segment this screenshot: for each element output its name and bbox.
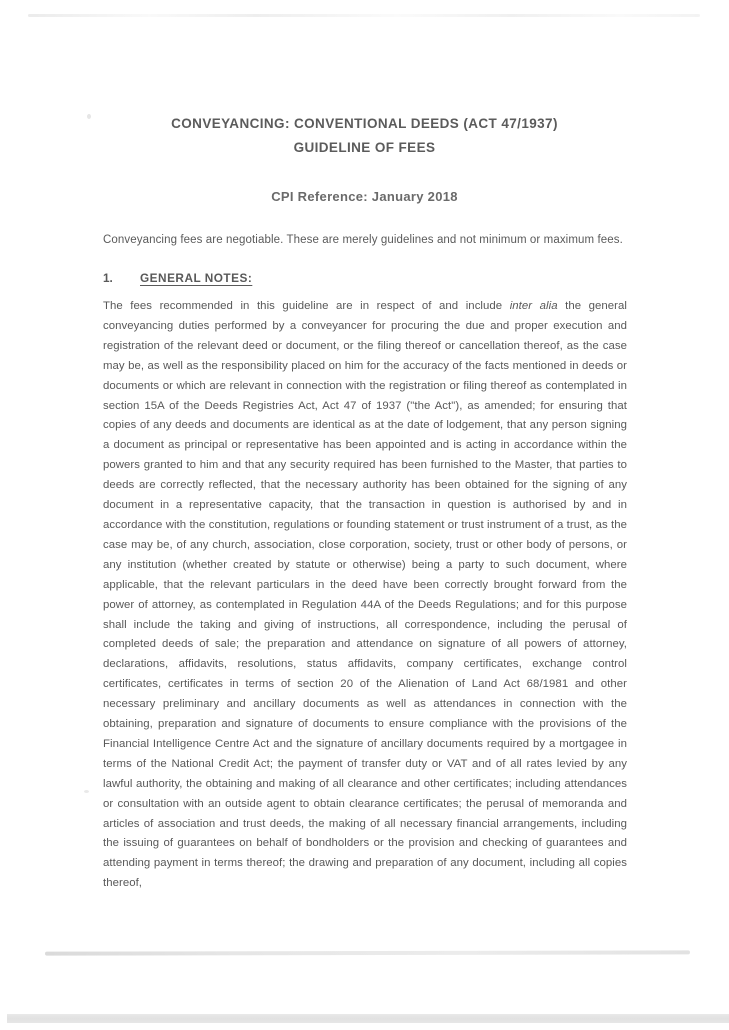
cpi-reference-line: CPI Reference: January 2018 <box>271 189 458 204</box>
general-notes-paragraph <box>103 297 627 894</box>
intro-note: Conveyancing fees are negotiable. These are merely guidelines and not minimum or maximum fees. <box>103 234 623 246</box>
latin-phrase-italic: inter alia <box>509 300 558 312</box>
section-title: GENERAL NOTES: <box>140 271 253 285</box>
document-title-line1: CONVEYANCING: CONVENTIONAL DEEDS (ACT 47/1937) <box>171 116 558 131</box>
document-title-line2: GUIDELINE OF FEES <box>293 140 436 155</box>
section-number: 1. <box>103 271 113 285</box>
paragraph-rest: the general conveyancing duties performed by a conveyancer for procuring the due and proper execution and registration of the relevant deed or document, or the filing thereof or cancellation thereof, as the case may be, as well as the responsibility placed on him for the accuracy of the facts mentioned in deeds or documents or which are relevant in connection with the registration or filing thereof as contemplated in section 15A of the Deeds Registries Act, Act 47 of 1937 ("the Act"), as amended; for ensuring that copies of any deeds and documents are identical as at the date of lodgement, that any person signing a document as principal or representative has been appointed and is acting in accordance within the powers granted to him and that any security required has been furnished to the Master, that parties to deeds are correctly reflected, that the necessary authority has been obtained for the signing of any document in a representative capacity, that the transaction in question is authorised by and in accordance with the constitution, regulations or founding statement or trust instrument of a trust, as the case may be, of any church, association, close corporation, society, trust or other body of persons, or any institution (whether created by statute or otherwise) being a party to such document, where applicable, that the relevant particulars in the deed have been correctly brought forward from the power of attorney, as contemplated in Regulation 44A of the Deeds Regulations; and for this purpose shall include the taking and giving of instructions, all correspondence, including the perusal of completed deeds of sale; the preparation and attendance on signature of all powers of attorney, declarations, affidavits, resolutions, status affidavits, company certificates, exchange control certificates, certificates in terms of section 20 of the Alienation of Land Act 68/1981 and other necessary preliminary and ancillary documents as well as attendances in connection with the obtaining, preparation and signature of documents to ensure compliance with the provisions of the Financial Intelligence Centre Act and the signature of ancillary documents required by a mortgagee in terms of the National Credit Act; the payment of transfer duty or VAT and of all rates levied by any lawful authority, the obtaining and making of all clearance and other certificates; including attendances or consultation with an outside agent to obtain clearance certificates; the perusal of memoranda and articles of association and trust deeds, the making of all necessary financial arrangements, including the issuing of guarantees on behalf of bondholders or the provision and checking of guarantees and attending payment in terms thereof; the drawing and preparation of any document, including all copies thereof, <box>103 300 627 890</box>
paragraph-lead: The fees recommended in this guideline are in respect of and include <box>103 300 510 312</box>
section-heading <box>103 271 627 285</box>
